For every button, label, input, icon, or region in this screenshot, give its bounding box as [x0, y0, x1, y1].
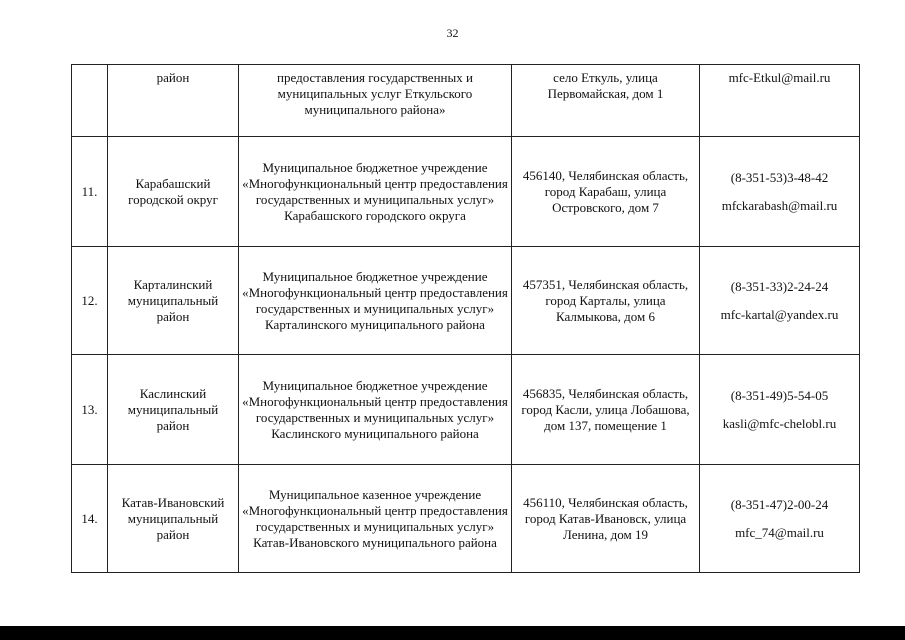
email-text: mfc_74@mail.ru — [735, 524, 824, 540]
table-row — [72, 247, 860, 355]
table-row — [72, 65, 860, 137]
institution-cell: предоставления государственных и муниципальных услуг Еткульского муниципального района» — [239, 65, 512, 137]
address-cell: 456110, Челябинская область, город Катав-Ивановск, улица Ленина, дом 19 — [512, 465, 700, 573]
row-number-cell: 11. — [72, 137, 108, 247]
address-cell: 456140, Челябинская область, город Карабаш, улица Островского, дом 7 — [512, 137, 700, 247]
table-row — [72, 465, 860, 573]
phone-text: (8-351-33)2-24-24 — [730, 278, 829, 294]
contact-cell — [700, 355, 860, 465]
institution-cell: Муниципальное бюджетное учреждение «Многофункциональный центр предоставления государственных и муниципальных услуг» Карабашского городского округа — [239, 137, 512, 247]
district-cell: Катав-Ивановский муниципальный район — [108, 465, 239, 573]
contact-cell — [700, 247, 860, 355]
institution-cell: Муниципальное бюджетное учреждение «Многофункциональный центр предоставления государственных и муниципальных услуг» Карталинского муниципального района — [239, 247, 512, 355]
email-text: mfckarabash@mail.ru — [721, 197, 838, 213]
phone-text: (8-351-49)5-54-05 — [730, 387, 829, 403]
district-cell: Карабашский городской округ — [108, 137, 239, 247]
row-number-cell: 13. — [72, 355, 108, 465]
institution-cell: Муниципальное бюджетное учреждение «Многофункциональный центр предоставления государственных и муниципальных услуг» Каслинского муниципального района — [239, 355, 512, 465]
contact-cell — [700, 65, 860, 137]
phone-text: (8-351-53)3-48-42 — [730, 169, 829, 185]
row-number-cell: 12. — [72, 247, 108, 355]
page-number: 32 — [446, 26, 459, 40]
row-number-cell — [72, 65, 108, 137]
mfc-registry-table — [71, 64, 860, 573]
district-cell: район — [108, 65, 239, 137]
email-text: mfc-Etkul@mail.ru — [728, 70, 831, 85]
contact-cell — [700, 137, 860, 247]
address-cell: село Еткуль, улица Первомайская, дом 1 — [512, 65, 700, 137]
address-cell: 457351, Челябинская область, город Карталы, улица Калмыкова, дом 6 — [512, 247, 700, 355]
phone-text: (8-351-47)2-00-24 — [730, 496, 829, 512]
table-row — [72, 137, 860, 247]
table-row — [72, 355, 860, 465]
contact-cell — [700, 465, 860, 573]
email-text: mfc-kartal@yandex.ru — [720, 306, 839, 322]
institution-cell: Муниципальное казенное учреждение «Многофункциональный центр предоставления государственных и муниципальных услуг» Катав-Ивановского муниципального района — [239, 465, 512, 573]
scan-bottom-border — [0, 626, 905, 640]
district-cell: Каслинский муниципальный район — [108, 355, 239, 465]
email-text: kasli@mfc-chelobl.ru — [722, 415, 837, 431]
district-cell: Карталинский муниципальный район — [108, 247, 239, 355]
address-cell: 456835, Челябинская область, город Касли, улица Лобашова, дом 137, помещение 1 — [512, 355, 700, 465]
row-number-cell: 14. — [72, 465, 108, 573]
